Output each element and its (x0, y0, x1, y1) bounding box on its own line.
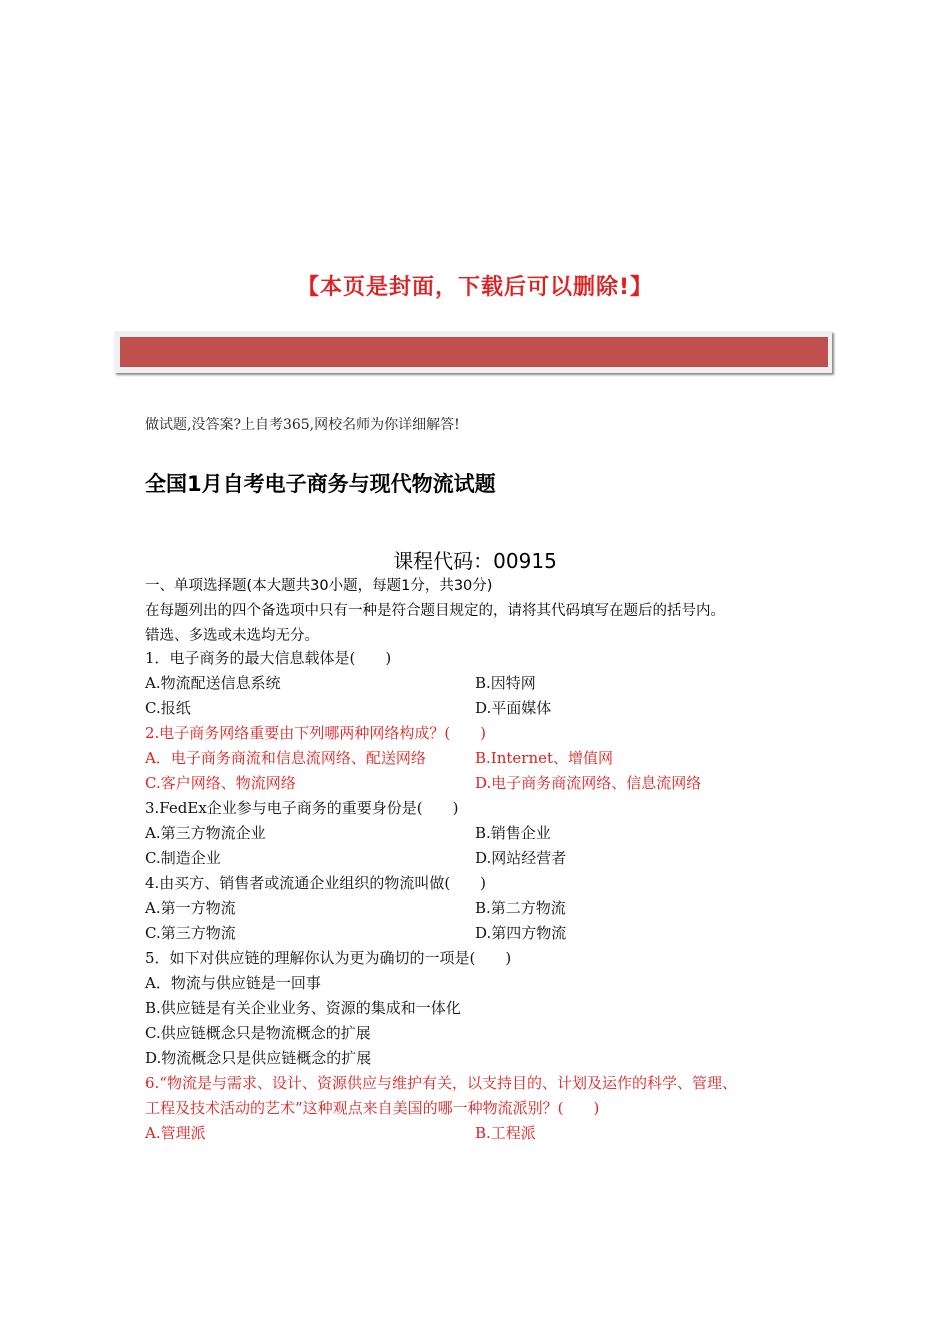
option-d: D.电子商务商流网络、信息流网络 (475, 774, 702, 792)
option-c: C.第三方物流 (145, 924, 236, 942)
option-b: B.销售企业 (475, 824, 551, 842)
question-5-option-d: D.物流概念只是供应链概念的扩展 (145, 1049, 372, 1067)
option-b: B.因特网 (475, 674, 536, 692)
option-c: C.客户网络、物流网络 (145, 774, 296, 792)
question-5-option-a: A．物流与供应链是一回事 (145, 974, 321, 992)
option-b: B.Internet、增值网 (475, 749, 614, 767)
question-6-stem-line-1: 6.“物流是与需求、设计、资源供应与维护有关，以支持目的、计划及运作的科学、管理、 (145, 1074, 737, 1092)
option-b: B.工程派 (475, 1124, 536, 1142)
question-4-options-row-2 (145, 921, 835, 946)
option-c: C.制造企业 (145, 849, 221, 867)
question-2-stem: 2.电子商务网络重要由下列哪两种网络构成？( ) (145, 724, 487, 742)
question-3-options-row-2 (145, 846, 835, 871)
option-d: D.平面媒体 (475, 699, 552, 717)
question-5-option-b: B.供应链是有关企业业务、资源的集成和一体化 (145, 999, 461, 1017)
question-1-options-row-2 (145, 696, 835, 721)
option-a: A.第三方物流企业 (145, 824, 266, 842)
question-6-stem-line-2: 工程及技术活动的艺术”这种观点来自美国的哪一种物流派别？( ) (145, 1099, 600, 1117)
question-5-option-c: C.供应链概念只是物流概念的扩展 (145, 1024, 371, 1042)
banner-bar (120, 337, 828, 367)
question-2-options-row-1 (145, 746, 835, 771)
course-code: 课程代码：00915 (393, 549, 557, 573)
question-6-options-row-1 (145, 1121, 835, 1146)
question-4-options-row-1 (145, 896, 835, 921)
section-heading: 一、单项选择题(本大题共30小题，每题1分，共30分) (145, 578, 493, 594)
option-c: C.报纸 (145, 699, 191, 717)
option-a: A.第一方物流 (145, 899, 236, 917)
question-2-options-row-2 (145, 771, 835, 796)
promo-text: 做试题,没答案?上自考365,网校名师为你详细解答! (145, 417, 460, 433)
question-list (145, 646, 835, 1146)
option-d: D.网站经营者 (475, 849, 567, 867)
option-b: B.第二方物流 (475, 899, 566, 917)
instruction-line-1: 在每题列出的四个备选项中只有一种是符合题目规定的，请将其代码填写在题后的括号内。 (145, 603, 725, 619)
option-a: A．电子商务商流和信息流网络、配送网络 (145, 749, 426, 767)
question-3-stem: 3.FedEx企业参与电子商务的重要身份是( ) (145, 799, 459, 817)
question-1-options-row-1 (145, 671, 835, 696)
cover-notice: 【本页是封面，下载后可以删除!】 (296, 275, 654, 300)
question-5-stem: 5．如下对供应链的理解你认为更为确切的一项是( ) (145, 949, 512, 967)
option-a: A.管理派 (145, 1124, 206, 1142)
exam-title: 全国1月自考电子商务与现代物流试题 (145, 472, 496, 496)
instruction-line-2: 错选、多选或未选均无分。 (145, 628, 319, 644)
option-a: A.物流配送信息系统 (145, 674, 281, 692)
option-d: D.第四方物流 (475, 924, 567, 942)
question-1-stem: 1．电子商务的最大信息载体是( ) (145, 649, 392, 667)
question-4-stem: 4.由买方、销售者或流通企业组织的物流叫做( ) (145, 874, 487, 892)
section-instructions (145, 574, 835, 649)
question-3-options-row-1 (145, 821, 835, 846)
